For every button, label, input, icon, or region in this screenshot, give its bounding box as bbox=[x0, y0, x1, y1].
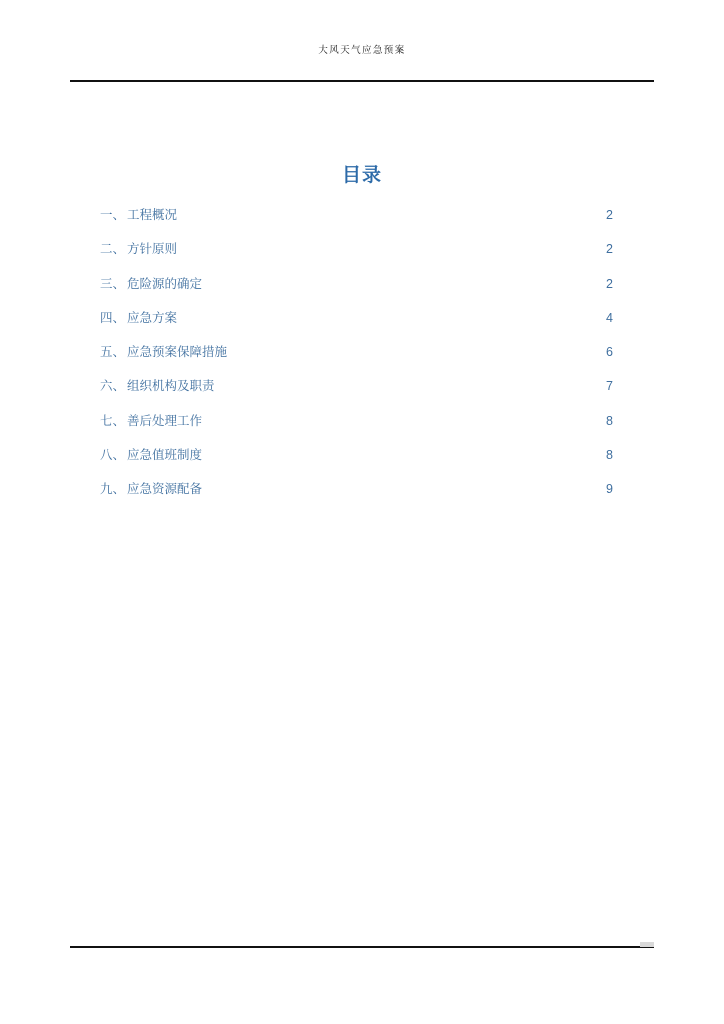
toc-entry-page: 2 bbox=[606, 242, 613, 257]
toc-entry-page: 6 bbox=[606, 345, 613, 360]
toc-entry[interactable] bbox=[100, 232, 613, 266]
header-divider bbox=[70, 80, 654, 82]
toc-leader-dots bbox=[205, 445, 600, 459]
toc-entry-label: 应急资源配备 bbox=[127, 482, 203, 497]
toc-entry[interactable] bbox=[100, 369, 613, 403]
footer-marker bbox=[640, 942, 654, 947]
toc-entry[interactable] bbox=[100, 267, 613, 301]
toc-entry-page: 8 bbox=[606, 448, 613, 463]
toc-entry-label: 危险源的确定 bbox=[127, 276, 203, 291]
toc-entry-label: 应急方案 bbox=[127, 310, 178, 325]
toc-entry-label: 工程概况 bbox=[127, 208, 178, 222]
page-header bbox=[70, 44, 654, 58]
toc-entry-label: 方针原则 bbox=[127, 242, 178, 257]
toc-entry-number: 二、 bbox=[100, 242, 126, 257]
toc-entry-label: 应急预案保障措施 bbox=[127, 345, 228, 360]
toc-entry-page: 2 bbox=[606, 208, 613, 222]
toc-entry-number: 八、 bbox=[100, 448, 126, 463]
toc-entry-label: 善后处理工作 bbox=[127, 413, 203, 428]
toc-entry-page: 7 bbox=[606, 379, 613, 394]
toc-entry-page: 4 bbox=[606, 310, 613, 325]
toc-entry-page: 8 bbox=[606, 413, 613, 428]
toc-entry-page: 9 bbox=[606, 482, 613, 497]
toc-entry-label: 应急值班制度 bbox=[127, 448, 203, 463]
toc-entry-page: 2 bbox=[606, 276, 613, 291]
toc-entry-number: 三、 bbox=[100, 276, 126, 291]
toc-entry[interactable] bbox=[100, 472, 613, 506]
toc-leader-dots bbox=[180, 239, 600, 253]
toc-entry[interactable] bbox=[100, 301, 613, 335]
toc-leader-dots bbox=[180, 205, 600, 219]
header-title: 大风天气应急预案 bbox=[318, 45, 406, 56]
toc-leader-dots bbox=[205, 479, 600, 493]
footer-divider bbox=[70, 946, 654, 948]
toc-leader-dots bbox=[205, 274, 600, 288]
table-of-contents bbox=[100, 198, 613, 507]
toc-entry-number: 六、 bbox=[100, 379, 126, 394]
toc-leader-dots bbox=[180, 308, 600, 322]
toc-entry-number: 七、 bbox=[100, 413, 126, 428]
toc-entry-number: 四、 bbox=[100, 310, 126, 325]
toc-heading: 目录 bbox=[341, 165, 382, 186]
toc-entry[interactable] bbox=[100, 198, 613, 232]
toc-entry-number: 五、 bbox=[100, 345, 126, 360]
toc-entry[interactable] bbox=[100, 438, 613, 472]
toc-entry-number: 九、 bbox=[100, 482, 126, 497]
toc-entry-label: 组织机构及职责 bbox=[127, 379, 215, 394]
toc-leader-dots bbox=[218, 376, 600, 390]
toc-entry[interactable] bbox=[100, 335, 613, 369]
toc-leader-dots bbox=[230, 342, 600, 356]
toc-leader-dots bbox=[205, 411, 600, 425]
toc-entry[interactable] bbox=[100, 404, 613, 438]
toc-entry-number: 一、 bbox=[100, 208, 126, 222]
